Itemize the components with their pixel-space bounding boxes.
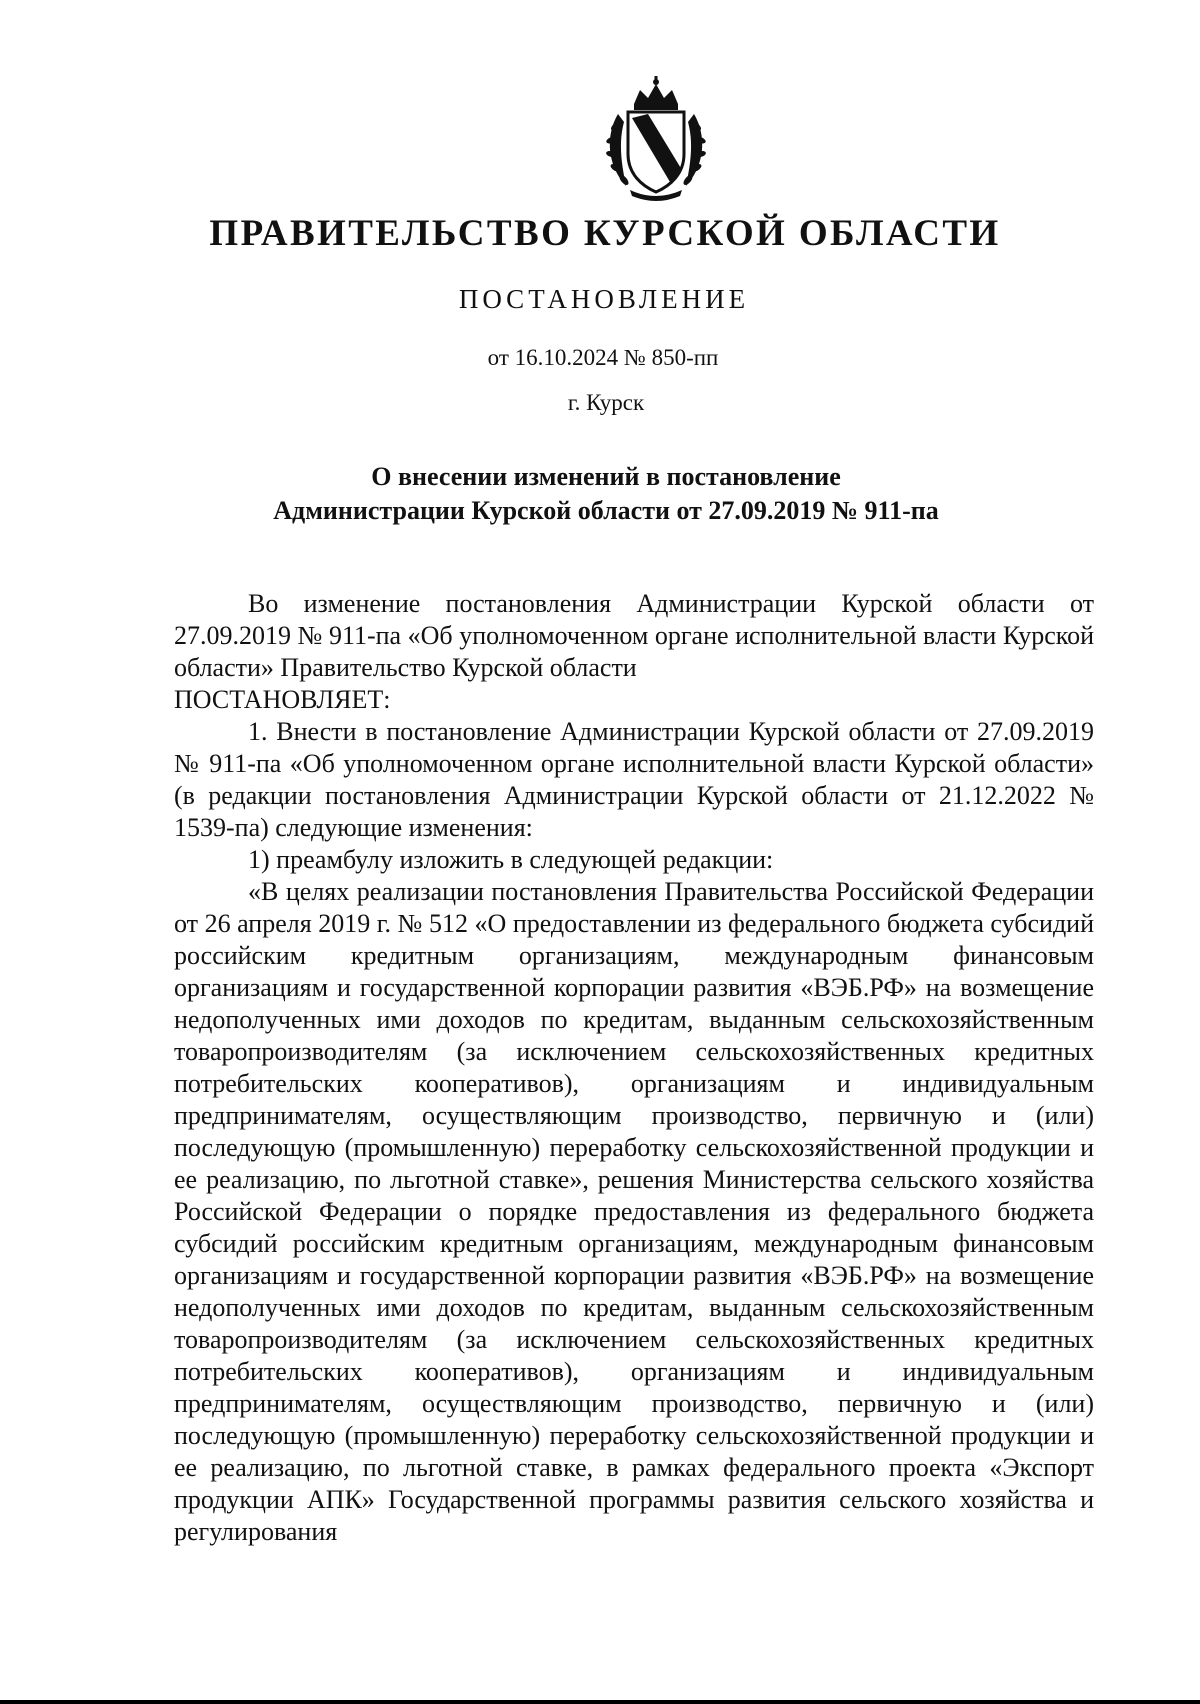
document-body — [174, 588, 1094, 1548]
organization-title: ПРАВИТЕЛЬСТВО КУРСКОЙ ОБЛАСТИ — [209, 213, 1001, 254]
subject-line-1: О внесении изменений в постановление — [371, 462, 841, 491]
paragraph-item-1: 1. Внести в постановление Администрации Курской области от 27.09.2019 № 911-па «Об уполномоченном органе исполнительной власти Курской области» (в редакции постановления Администрации Курской области от 21.12.2022 № 1539-па) следующие изменения: — [174, 717, 1094, 842]
document-subject — [0, 460, 1200, 528]
paragraph-quoted-preamble: «В целях реализации постановления Правительства Российской Федерации от 26 апреля 2019 г. № 512 «О предоставлении из федерального бюджета субсидий российским кредитным организациям, международным финансовым организациям и государственной корпорации развития «ВЭБ.РФ» на возмещение недополученных ими доходов по кредитам, выданным сельскохозяйственным товаропроизводителям (за исключением сельскохозяйственных кредитных потребительских кооперативов), организациям и индивидуальным предпринимателям, осуществляющим производство, первичную и (или) последующую (промышленную) переработку сельскохозяйственной продукции и ее реализацию, по льготной ставке», решения Министерства сельского хозяйства Российской Федерации о порядке предоставления из федерального бюджета субсидий российским кредитным организациям, международным финансовым организациям и государственной корпорации развития «ВЭБ.РФ» на возмещение недополученных ими доходов по кредитам, выданным сельскохозяйственным товаропроизводителям (за исключением сельскохозяйственных кредитных потребительских кооперативов), организациям и индивидуальным предпринимателям, осуществляющим производство, первичную и (или) последующую (промышленную) переработку сельскохозяйственной продукции и ее реализацию, по льготной ставке, в рамках федерального проекта «Экспорт продукции АПК» Государственной программы развития сельского хозяйства и регулирования — [174, 877, 1094, 1546]
document-type: ПОСТАНОВЛЕНИЕ — [458, 284, 750, 314]
paragraph-preamble: Во изменение постановления Администрации Курской области от 27.09.2019 № 911-па «Об уполномоченном органе исполнительной власти Курской области» Правительство Курской области — [174, 589, 1094, 682]
subject-line-2: Администрации Курской области от 27.09.2019 № 911-па — [273, 496, 939, 525]
document-number: от 16.10.2024 № 850-пп — [487, 345, 719, 370]
paragraph-subitem-1: 1) преамбулу изложить в следующей редакции: — [248, 845, 774, 874]
document-city: г. Курск — [567, 390, 645, 415]
kursk-coat-of-arms-icon — [596, 74, 716, 204]
paragraph-resolves: ПОСТАНОВЛЯЕТ: — [174, 685, 391, 714]
page-edge-line — [0, 1700, 1200, 1704]
